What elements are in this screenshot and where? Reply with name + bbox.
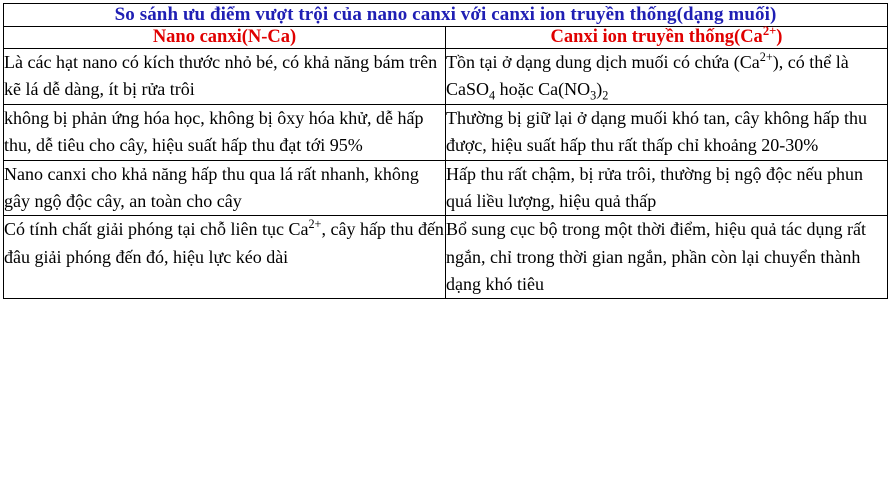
row-4-left-part-a: Có tính chất giải phóng tại chỗ liên tục Ca <box>4 219 309 240</box>
row-1-right-sup: 2+ <box>759 50 773 65</box>
row-2-right-text: Thường bị giữ lại ở dạng muối khó tan, cây không hấp thu được, hiệu suất hấp thu rất thấp chỉ khoảng 20-30% <box>446 107 867 156</box>
table-row <box>4 49 888 105</box>
row-2-left-text: không bị phản ứng hóa học, không bị ôxy hóa khử, dễ hấp thu, dễ tiêu cho cây, hiệu suất hấp thu đạt tới 95% <box>4 107 424 156</box>
row-3-left-text: Nano canxi cho khả năng hấp thu qua lá rất nhanh, không gây ngộ độc cây, an toàn cho cây <box>4 163 419 211</box>
row-1-left-text: Là các hạt nano có kích thước nhỏ bé, có khả năng bám trên kẽ lá dễ dàng, ít bị rửa trôi <box>4 52 438 100</box>
row-3-left-cell <box>4 160 446 216</box>
comparison-table-document <box>0 3 891 479</box>
row-2-left-cell <box>4 104 446 160</box>
row-4-left-sup: 2+ <box>308 217 322 232</box>
row-4-right-cell <box>446 216 888 299</box>
row-4-left-text <box>4 216 445 271</box>
column-header-left-label: Nano canxi(N-Ca) <box>152 26 297 47</box>
column-header-right-label <box>550 23 783 47</box>
row-1-right-sub-2: 3 <box>590 89 597 104</box>
row-1-right-part-a: Tồn tại ở dạng dung dịch muối có chứa (Ca <box>446 52 760 73</box>
row-4-left-part-b: , cây hấp thu đến đâu giải phóng đến đó, hiệu lực kéo dài <box>4 219 444 267</box>
row-1-left-cell <box>4 49 446 105</box>
row-1-right-part-e: ) <box>596 79 603 100</box>
row-3-right-text: Hấp thu rất chậm, bị rửa trôi, thường bị ngộ độc nếu phun quá liều lượng, hiệu quả thấp <box>446 163 863 211</box>
column-header-right-sup: 2+ <box>762 23 777 38</box>
column-header-canxi-ion <box>446 23 888 48</box>
row-1-right-sub-1: 4 <box>489 89 496 104</box>
table-row <box>4 104 888 160</box>
table-title: So sánh ưu điểm vượt trội của nano canxi với canxi ion truyền thống(dạng muối) <box>114 4 777 25</box>
row-1-right-sub-3: 2 <box>602 89 609 104</box>
row-1-right-cell <box>446 49 888 105</box>
row-1-right-part-d: hoặc Ca(NO <box>495 79 591 100</box>
column-header-right-text-end: ) <box>776 26 783 47</box>
column-header-right-text: Canxi ion truyền thống(Ca <box>550 26 763 47</box>
row-4-left-cell <box>4 216 446 299</box>
row-2-right-cell <box>446 104 888 160</box>
table-row <box>4 216 888 299</box>
row-1-right-part-c: có thể là CaSO <box>446 52 849 100</box>
comparison-table <box>3 3 888 299</box>
table-title-row <box>4 4 888 27</box>
table-row <box>4 160 888 216</box>
row-4-right-text: Bổ sung cục bộ trong một thời điểm, hiệu quả tác dụng rất ngắn, chỉ trong thời gian ngắn, phần còn lại chuyển thành dạng khó tiêu <box>446 219 866 294</box>
table-header-row <box>4 26 888 48</box>
row-1-right-part-b: ), <box>772 52 784 73</box>
row-1-right-text <box>446 49 887 104</box>
row-3-right-cell <box>446 160 888 216</box>
column-header-nano-canxi <box>4 26 446 48</box>
table-title-cell <box>4 4 888 27</box>
